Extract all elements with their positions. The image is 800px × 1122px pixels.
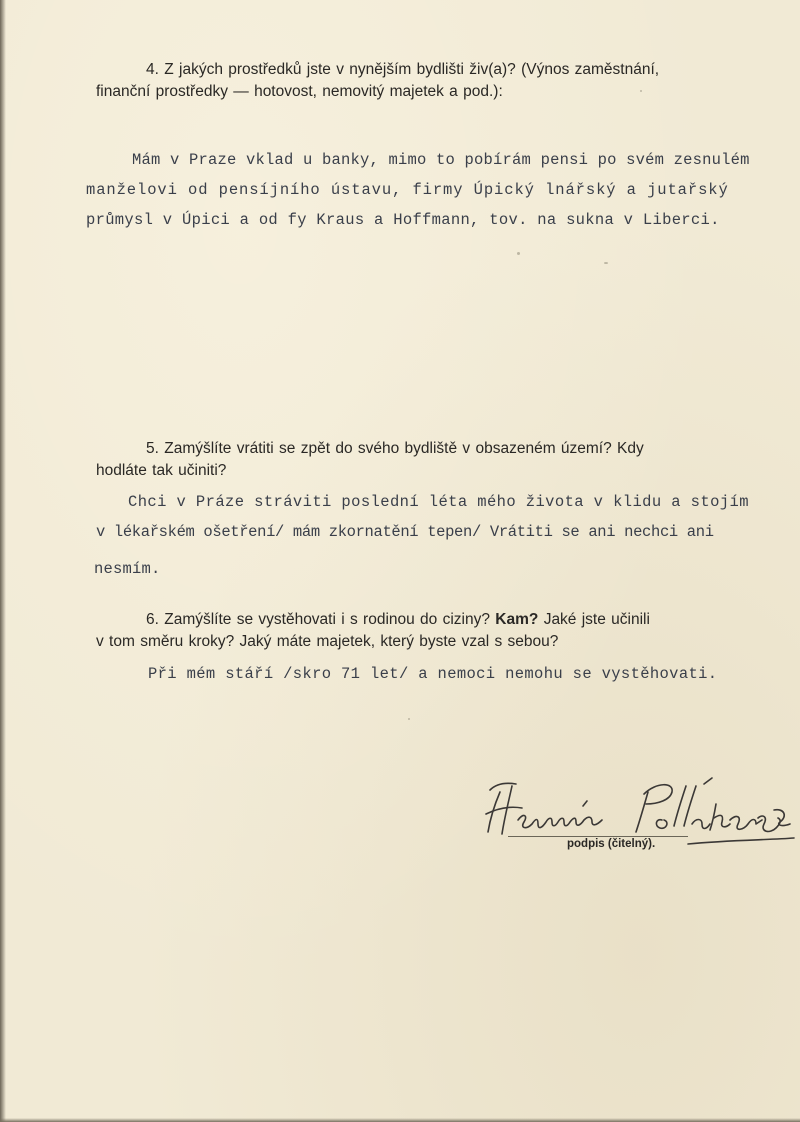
question-4-line-2: finanční prostředky — hotovost, nemovitý majetek a pod.): bbox=[96, 83, 503, 100]
question-5 bbox=[96, 438, 644, 482]
answer-6-line-1: Při mém stáří /skro 71 let/ a nemoci nemohu se vystěhovati. bbox=[148, 665, 718, 683]
page-bottom-edge bbox=[0, 1118, 800, 1122]
question-4-line-1: 4. Z jakých prostředků jste v nynějším bydlišti živ(a)? (Výnos zaměstnání, bbox=[146, 61, 660, 78]
question-6 bbox=[96, 609, 650, 653]
question-6-text-b: Jaké jste učinili bbox=[543, 611, 650, 628]
question-6-line-1 bbox=[146, 609, 650, 631]
question-4 bbox=[96, 59, 660, 103]
question-5-line-1: 5. Zamýšlíte vrátiti se zpět do svého bydliště v obsazeném území? Kdy bbox=[146, 440, 644, 457]
question-6-text-a: 6. Zamýšlíte se vystěhovati i s rodinou do ciziny? bbox=[146, 611, 490, 628]
paper-speck bbox=[517, 252, 520, 255]
signature-caption: podpis (čitelný). bbox=[567, 838, 656, 850]
answer-5-line-2: v lékařském ošetření/ mám zkornatění tepen/ Vrátiti se ani nechci ani bbox=[96, 523, 714, 541]
question-6-kam: Kam? bbox=[495, 611, 539, 628]
question-6-line-2: v tom směru kroky? Jaký máte majetek, který byste vzal s sebou? bbox=[96, 633, 559, 650]
paper-speck bbox=[408, 718, 410, 720]
answer-5-line-1: Chci v Práze stráviti poslední léta mého života v klidu a stojím bbox=[128, 493, 749, 511]
answer-4-line-3: průmysl v Úpici a od fy Kraus a Hoffmann, tov. na sukna v Liberci. bbox=[86, 211, 720, 229]
paper-speck bbox=[604, 262, 608, 264]
question-5-line-2: hodláte tak učiniti? bbox=[96, 462, 227, 479]
answer-4-line-1: Mám v Praze vklad u banky, mimo to pobírám pensi po svém zesnulém bbox=[132, 151, 750, 169]
handwritten-signature bbox=[478, 770, 800, 865]
paper-speck bbox=[640, 90, 642, 92]
answer-5-line-3: nesmím. bbox=[94, 560, 161, 578]
signature-line bbox=[508, 836, 688, 837]
page-edge-shadow bbox=[0, 0, 6, 1122]
answer-4-line-2: manželovi od pensíjního ústavu, firmy Úpický lnářský a jutařský bbox=[86, 181, 729, 199]
